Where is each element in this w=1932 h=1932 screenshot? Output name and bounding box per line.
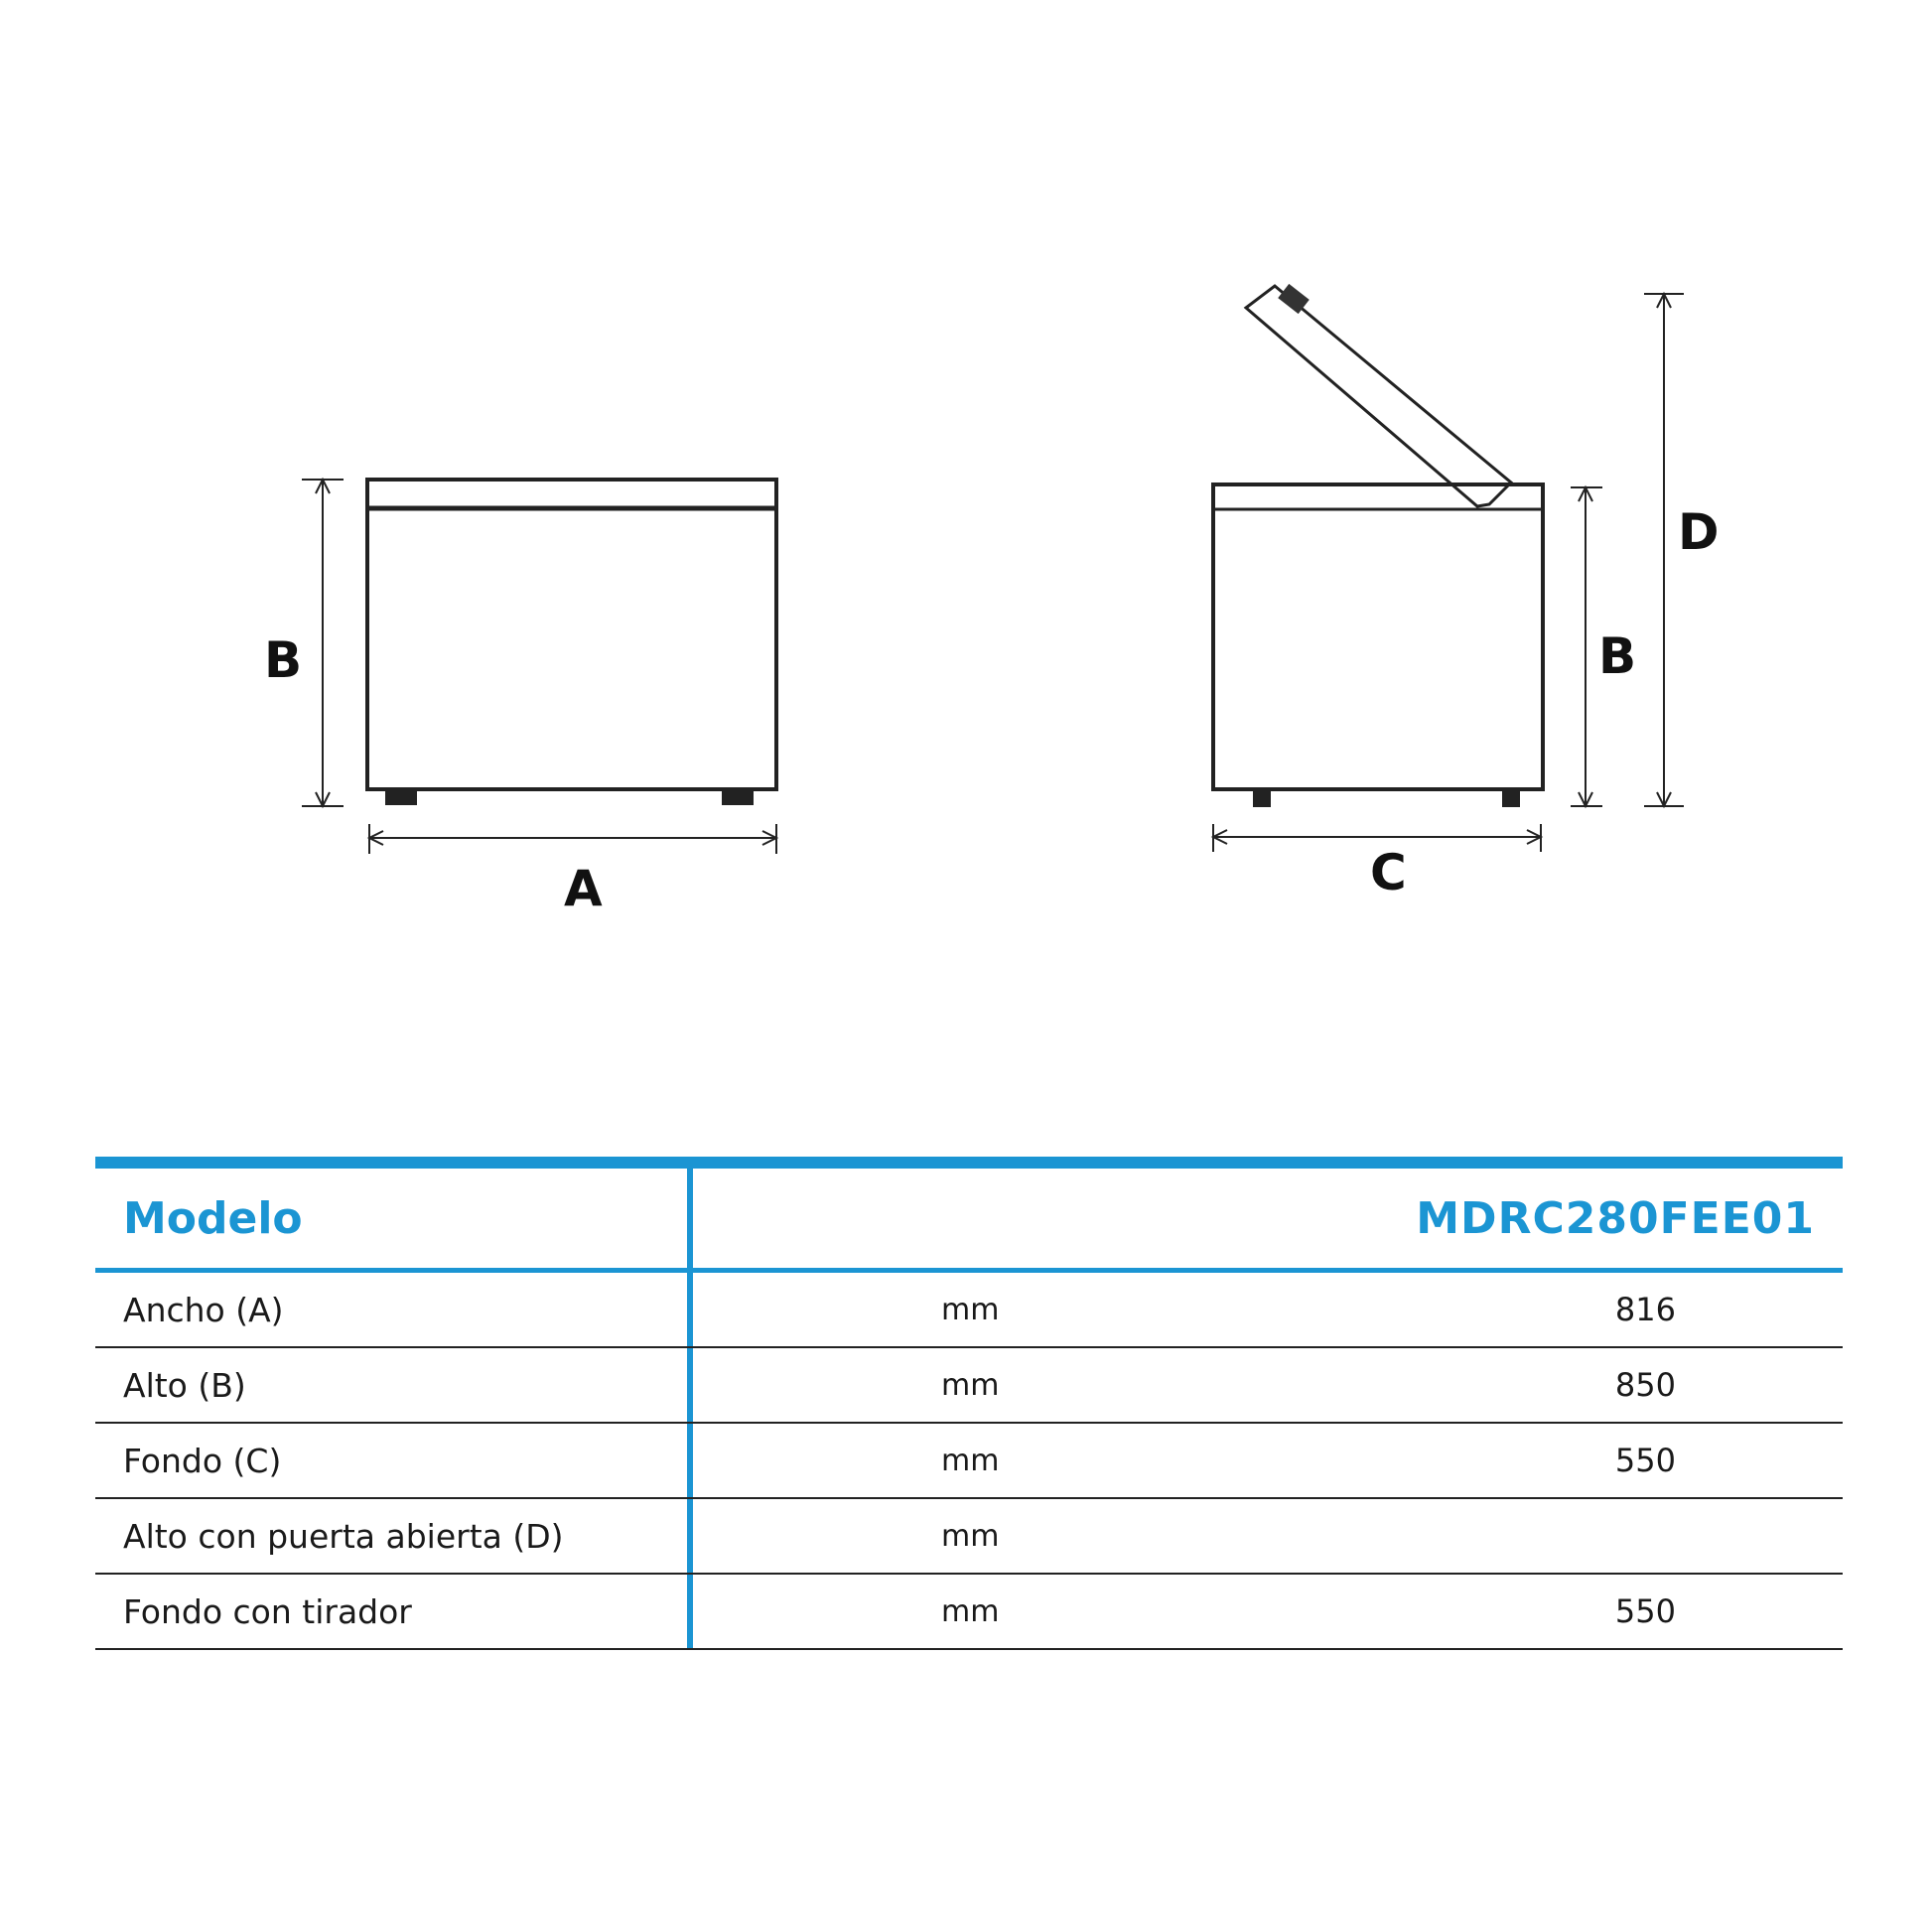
header-label: Modelo [123, 1192, 303, 1244]
table-row [95, 1575, 1843, 1650]
front-foot-right [722, 791, 754, 805]
row-name: Ancho (A) [123, 1290, 284, 1329]
table-row [95, 1273, 1843, 1348]
side-c-label: C [1370, 844, 1407, 901]
side-foot-left [1253, 791, 1271, 807]
row-value: 816 [1614, 1291, 1676, 1328]
side-cabinet [1213, 484, 1543, 789]
row-unit: mm [941, 1292, 1000, 1327]
spec-table [95, 1157, 1843, 1650]
row-name: Alto con puerta abierta (D) [123, 1516, 564, 1556]
side-foot-right [1502, 791, 1520, 807]
front-a-label: A [564, 860, 603, 917]
side-b-label: B [1598, 627, 1637, 685]
front-foot-left [385, 791, 417, 805]
table-row [95, 1424, 1843, 1499]
header-model: MDRC280FEE01 [1416, 1192, 1815, 1244]
row-value: 550 [1614, 1442, 1676, 1479]
front-cabinet [367, 480, 776, 789]
side-d-label: D [1678, 503, 1720, 561]
row-value: 850 [1614, 1366, 1676, 1404]
row-unit: mm [941, 1367, 1000, 1403]
table-header-row [95, 1169, 1843, 1273]
side-view [1213, 284, 1684, 852]
row-name: Fondo (C) [123, 1441, 282, 1480]
side-open-lid [1246, 286, 1511, 506]
front-b-label: B [264, 631, 303, 689]
front-view [302, 480, 776, 854]
row-unit: mm [941, 1443, 1000, 1478]
table-row [95, 1499, 1843, 1575]
row-name: Fondo con tirador [123, 1591, 412, 1631]
row-name: Alto (B) [123, 1365, 246, 1405]
table-row [95, 1348, 1843, 1424]
row-value: 550 [1614, 1592, 1676, 1630]
row-unit: mm [941, 1593, 1000, 1629]
row-unit: mm [941, 1518, 1000, 1554]
